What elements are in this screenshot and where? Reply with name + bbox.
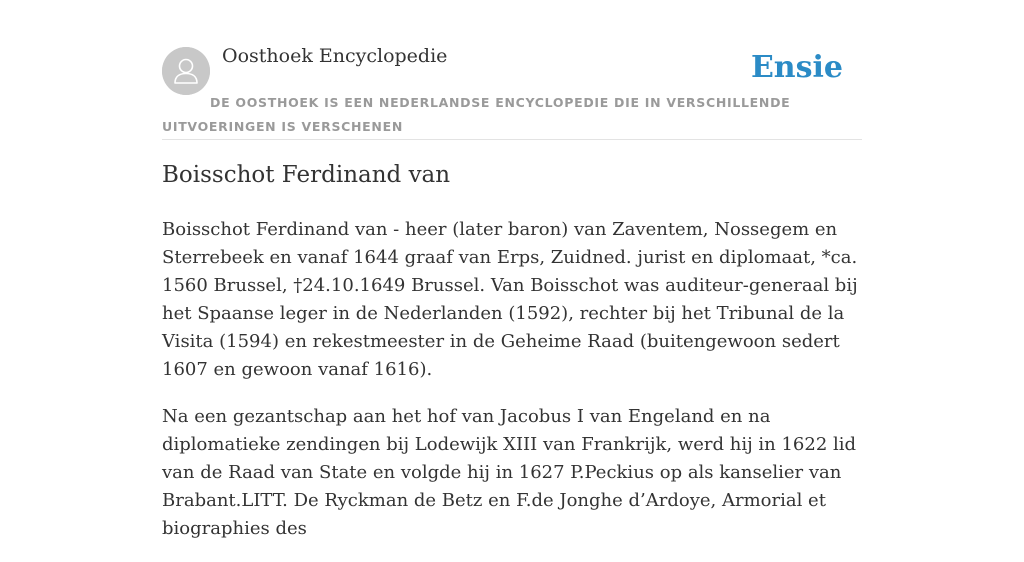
article-title: Boisschot Ferdinand van xyxy=(162,162,451,188)
user-icon xyxy=(162,47,210,95)
article-paragraph: Boisschot Ferdinand van - heer (later baron) van Zaventem, Nossegem en Sterrebeek en vanaf 1644 graaf van Erps, Zuidned. jurist en diplomaat, *ca. 1560 Brussel, †24.10.1649 Brussel. Van Boisschot was auditeur-generaal bij het Spaanse leger in de Nederlanden (1592), rechter bij het Tribunal de la Visita (1594) en rekestmeester in de Geheime Raad (buitengewoon sedert 1607 en gewoon vanaf 1616). xyxy=(162,219,858,380)
article-paragraph: Na een gezantschap aan het hof van Jacobus I van Engeland en na diplomatieke zendingen bij Lodewijk XIII van Frankrijk, werd hij in 1622 lid van de Raad van State en volgde hij in 1627 P.Peckius op als kanselier van Brabant.LITT. De Ryckman de Betz en F.de Jonghe d’Ardoye, Armorial et biographies des xyxy=(162,406,857,539)
brand-logo[interactable]: Ensie xyxy=(750,50,843,85)
site-tagline: DE OOSTHOEK IS EEN NEDERLANDSE ENCYCLOPEDIE DIE IN VERSCHILLENDE UITVOERINGEN IS VERSCHENEN xyxy=(162,95,791,134)
site-name[interactable]: Oosthoek Encyclopedie xyxy=(222,45,448,67)
article-body xyxy=(162,216,862,562)
content-container xyxy=(162,0,862,539)
header xyxy=(162,0,862,140)
avatar[interactable] xyxy=(162,47,210,95)
